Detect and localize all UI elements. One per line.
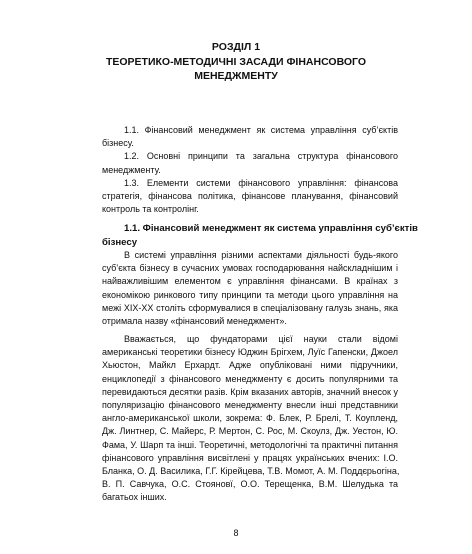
paragraph-line: американські теоретики бізнесу Юджин Брігхем, Луїс Гапенски, Джоел (102, 347, 398, 358)
contents-item-3-line-1: 1.3. Елементи системи фінансового управління: фінансова (124, 177, 398, 188)
paragraph-line: перевидаються десятки разів. Крім вказаних авторів, значний внесок у (102, 386, 398, 397)
chapter-title-line-2: МЕНЕДЖМЕНТУ (194, 70, 278, 82)
chapter-label: РОЗДІЛ 1 (211, 41, 261, 53)
paragraph-line: отримала назву «фінансовий менеджмент». (102, 316, 287, 327)
paragraph-line: Фама, У. Шарп та інші. Теоретичні, методологічні та практичні питання (102, 439, 398, 450)
paragraph-line: англо-американської школи, зокрема: Ф. Блек, Р. Брелі, Т. Коупленд, (102, 413, 398, 424)
contents-item-2-line-1: 1.2. Основні принципи та загальна структура фінансового (124, 151, 398, 162)
contents-item-3-line-3: контроль та контролінг. (102, 204, 199, 215)
paragraph-line: енциклопедії з фінансового менеджменту є досить популярними та (102, 373, 398, 384)
paragraph-line: економікою ринкового типу принципи та методи цього управління на (102, 289, 398, 300)
paragraph-line: фінансового управління висвітлені у працях українських вчених: І.О. (102, 452, 398, 463)
paragraph-2 (102, 333, 398, 505)
contents-item-2-line-2: менеджменту. (102, 164, 161, 175)
chapter-title-line-1: ТЕОРЕТИКО-МЕТОДИЧНІ ЗАСАДИ ФІНАНСОВОГО (105, 56, 367, 68)
section-heading (102, 222, 418, 249)
contents-item-3-line-2: стратегія, фінансова політика, фінансове планування, фінансовий (102, 191, 398, 202)
paragraph-line: Хьюстон, Майкл Ерхардт. Адже опубліковані ними підручники, (102, 360, 398, 371)
paragraph-line: суб’єкта бізнесу в сучасних умовах господарювання найскладнішим і (102, 263, 398, 274)
paragraph-line: В. П. Савчука, О.С. Стояновї, О.О. Терещенка, В.М. Шелудька та (102, 479, 398, 490)
paragraph-line: Дж. Линтнер, С. Майерс, Р. Мертон, С. Рос, М. Скоулз, Дж. Уестон, Ю. (102, 426, 398, 437)
section-title-line-2: бізнесу (102, 236, 138, 248)
paragraph-line: Бланка, О. Д. Василика, Г.Г. Кірейцева, Т.В. Момот, А. М. Поддєрьогіна, (102, 466, 400, 477)
paragraph-1 (102, 249, 398, 328)
page-number: 8 (233, 528, 239, 538)
paragraph-line: багатьох інших. (102, 492, 167, 503)
paragraph-line: найважливішим елементом є управління фінансами. В країнах з (102, 276, 398, 287)
paragraph-line: В системі управління різними аспектами діяльності будь-якого (124, 250, 398, 260)
chapter-contents (102, 124, 398, 216)
contents-item-1-line-2: бізнесу. (102, 138, 134, 149)
paragraph-line: Вважається, що фундаторами цієї науки стали відомі (124, 334, 398, 344)
contents-item-1-line-1: 1.1. Фінансовий менеджмент як система управління суб’єктів (124, 125, 398, 135)
section-title-line-1: 1.1. Фінансовий менеджмент як система управління суб’єктів (124, 223, 418, 234)
paragraph-line: популяризацію фінансового менеджменту внесли інші представники (102, 400, 398, 411)
paragraph-line: межі XIX-XX століть сформувалися в спеціалізовану галузь знань, яка (102, 302, 398, 313)
